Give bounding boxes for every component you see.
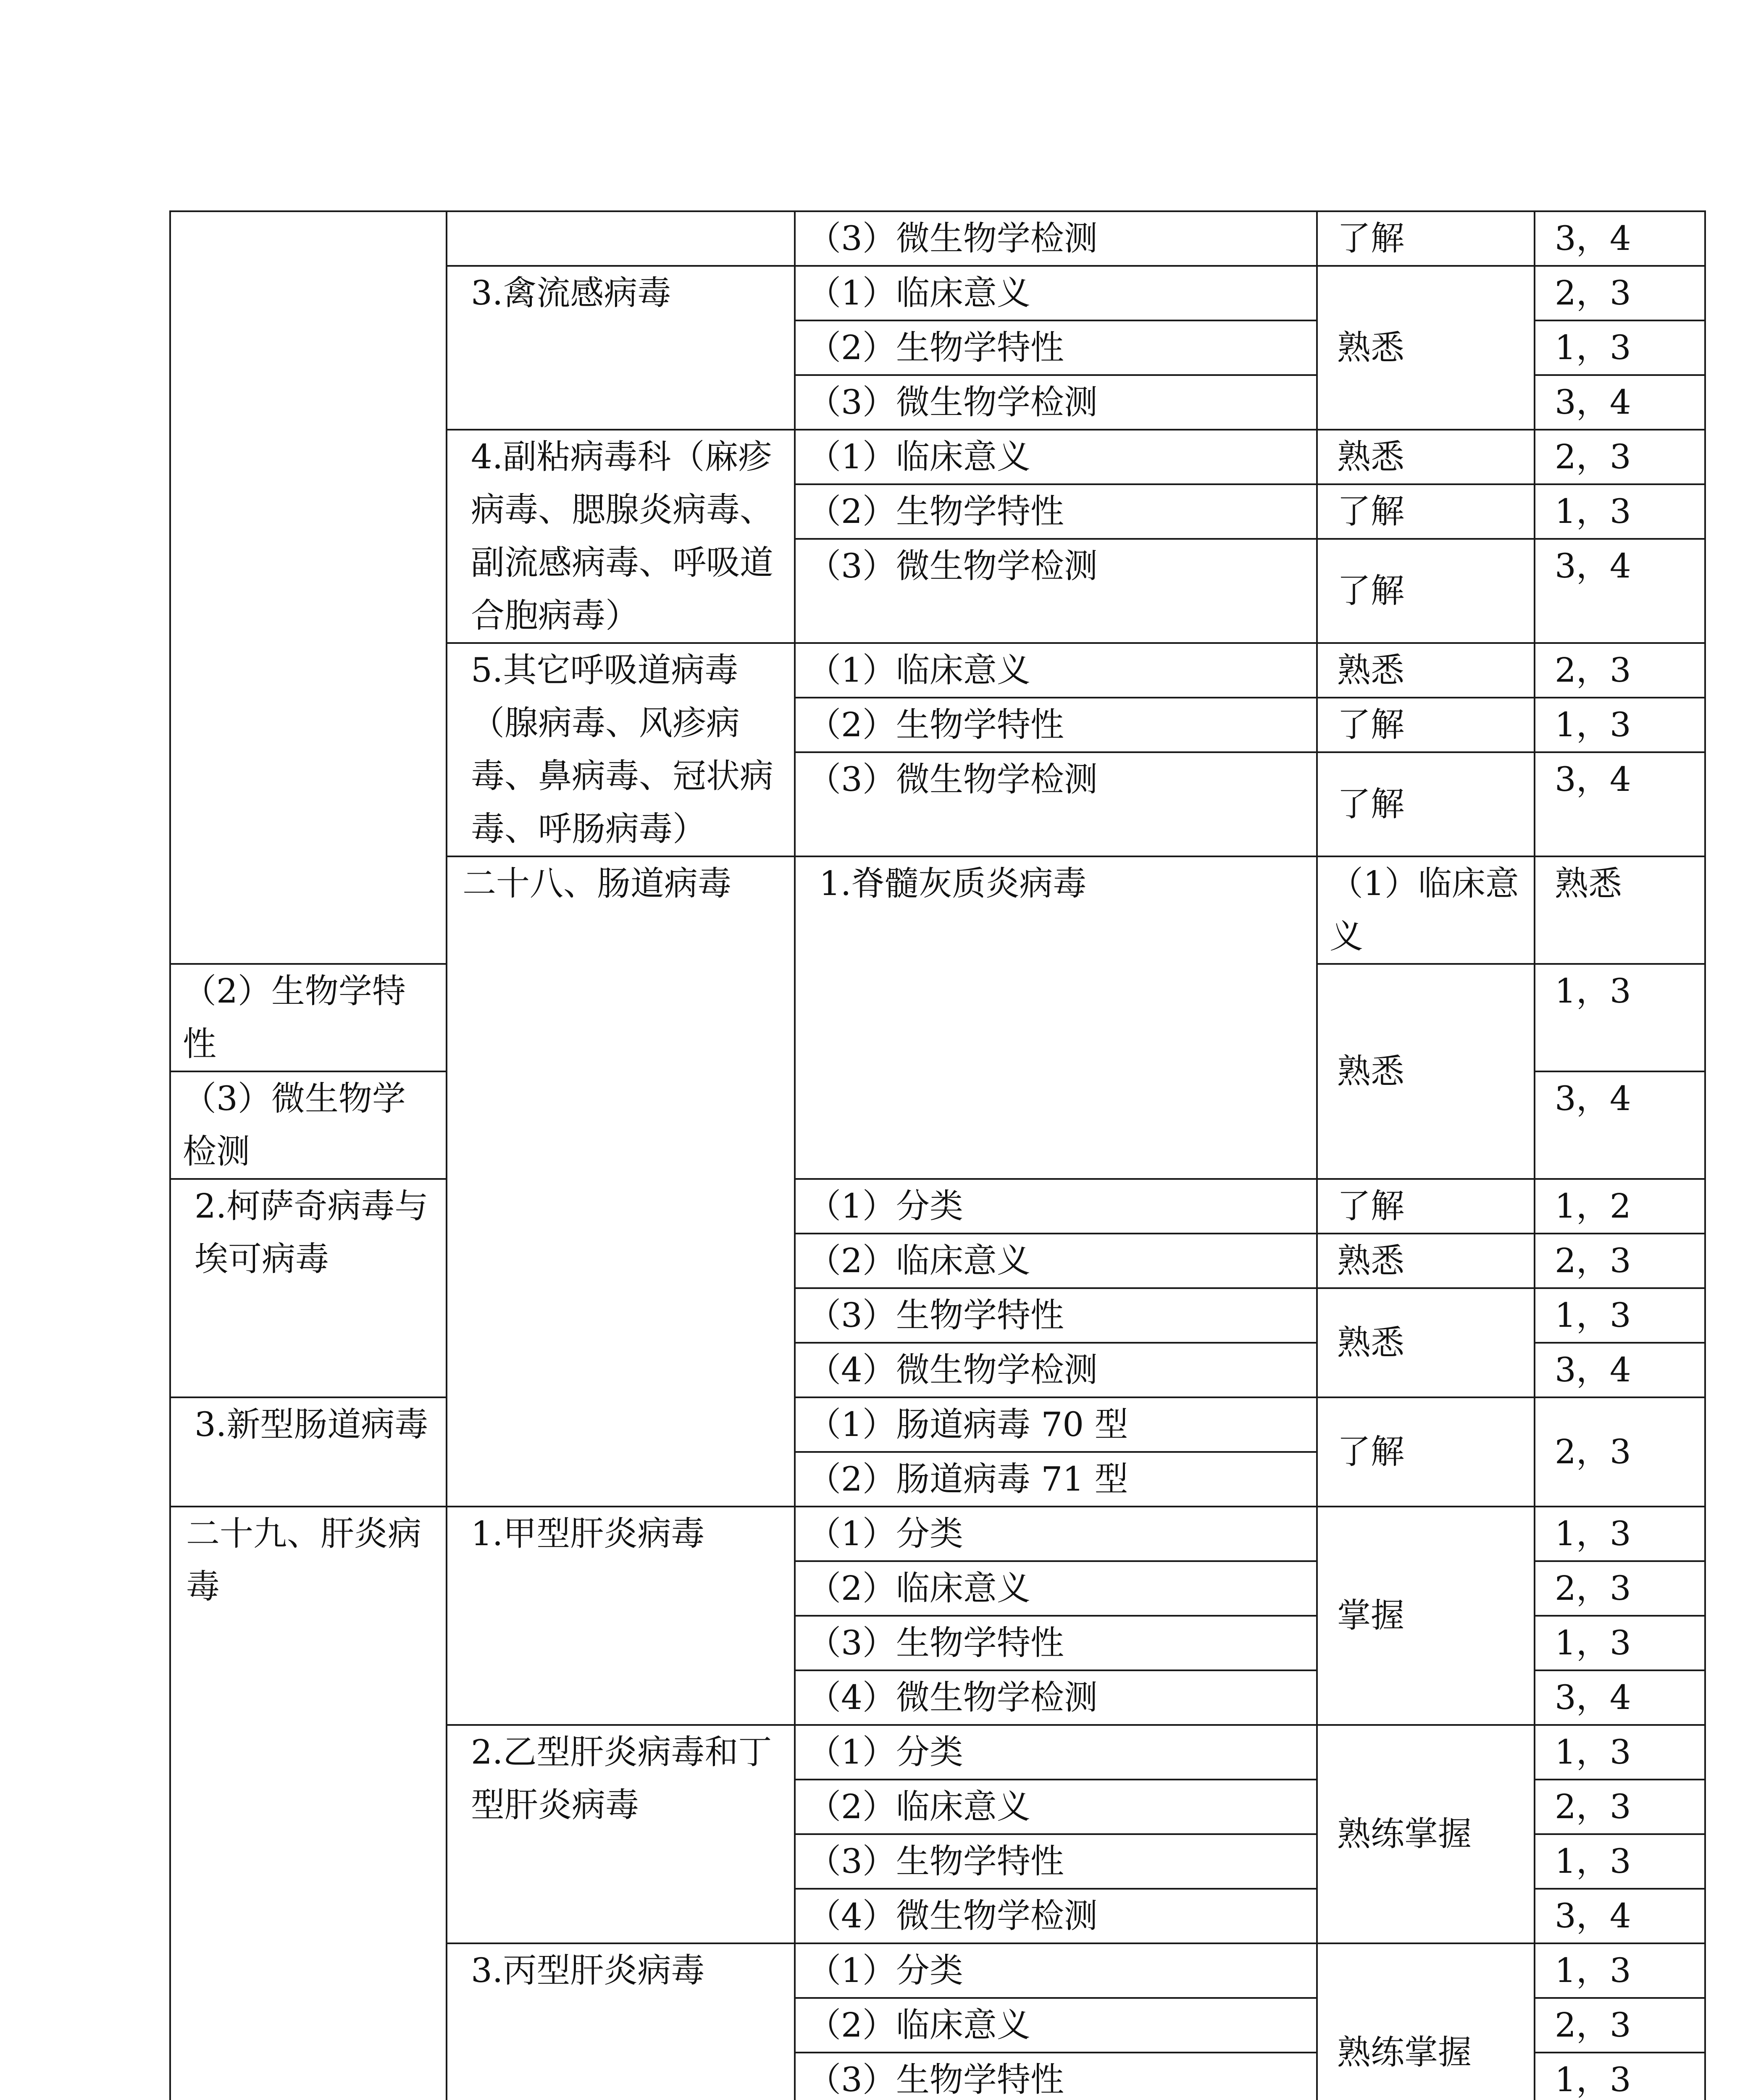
level-cell: 熟悉 <box>1535 856 1705 964</box>
level-cell: 了解 <box>1317 698 1535 752</box>
unit-cell: 3.禽流感病毒 <box>447 266 795 430</box>
content-cell: （3）微生物学检测 <box>795 539 1317 643</box>
chapter-cell: 二十八、肠道病毒 <box>447 856 795 1507</box>
cognitive-cell: 3，4 <box>1535 1071 1705 1179</box>
content-cell: （3）微生物学检测 <box>170 1071 447 1179</box>
cognitive-cell: 3，4 <box>1535 375 1705 430</box>
cognitive-cell: 1，3 <box>1535 484 1705 539</box>
unit-cell: 4.副粘病毒科（麻疹病毒、腮腺炎病毒、副流感病毒、呼吸道合胞病毒） <box>447 430 795 643</box>
level-cell: 熟悉 <box>1317 1234 1535 1288</box>
content-cell: （2）临床意义 <box>795 1998 1317 2053</box>
unit-cell: 2.柯萨奇病毒与埃可病毒 <box>170 1179 447 1397</box>
unit-cell: 1.脊髓灰质炎病毒 <box>795 856 1317 1179</box>
cognitive-cell: 3，4 <box>1535 539 1705 643</box>
level-cell: 了解 <box>1317 1179 1535 1234</box>
level-cell: 熟练掌握 <box>1317 1725 1535 1943</box>
content-cell: （4）微生物学检测 <box>795 1343 1317 1397</box>
content-cell: （3）微生物学检测 <box>795 375 1317 430</box>
level-cell: 了解 <box>1317 1397 1535 1507</box>
cognitive-cell: 2，3 <box>1535 1397 1705 1507</box>
level-cell: 熟练掌握 <box>1317 1943 1535 2100</box>
content-cell: （2）临床意义 <box>795 1234 1317 1288</box>
cognitive-cell: 1，3 <box>1535 2053 1705 2100</box>
cognitive-cell: 1，3 <box>1535 964 1705 1071</box>
chapter-cell <box>170 211 447 964</box>
content-cell: （1）分类 <box>795 1725 1317 1780</box>
content-cell: （1）肠道病毒 70 型 <box>795 1397 1317 1452</box>
content-cell: （1）临床意义 <box>795 643 1317 698</box>
unit-cell: 2.乙型肝炎病毒和丁型肝炎病毒 <box>447 1725 795 1943</box>
content-cell: （1）分类 <box>795 1179 1317 1234</box>
cognitive-cell: 3，4 <box>1535 1889 1705 1943</box>
table-body <box>170 211 1705 2100</box>
content-cell: （3）生物学特性 <box>795 1288 1317 1343</box>
content-cell: （2）生物学特性 <box>795 320 1317 375</box>
content-cell: （2）临床意义 <box>795 1561 1317 1616</box>
cognitive-cell: 2，3 <box>1535 266 1705 320</box>
level-cell: 熟悉 <box>1317 964 1535 1179</box>
cognitive-cell: 2，3 <box>1535 430 1705 484</box>
content-cell: （1）分类 <box>795 1507 1317 1561</box>
level-cell: 熟悉 <box>1317 1288 1535 1397</box>
level-cell: 了解 <box>1317 752 1535 856</box>
unit-cell: 5.其它呼吸道病毒（腺病毒、风疹病毒、鼻病毒、冠状病毒、呼肠病毒） <box>447 643 795 856</box>
cognitive-cell: 3，4 <box>1535 211 1705 266</box>
content-cell: （2）临床意义 <box>795 1780 1317 1834</box>
cognitive-cell: 3，4 <box>1535 1670 1705 1725</box>
content-cell: （3）生物学特性 <box>795 1834 1317 1889</box>
content-cell: （3）微生物学检测 <box>795 752 1317 856</box>
level-cell: 熟悉 <box>1317 643 1535 698</box>
cognitive-cell: 1，3 <box>1535 698 1705 752</box>
content-cell: （1）分类 <box>795 1943 1317 1998</box>
content-cell: （2）生物学特性 <box>170 964 447 1071</box>
cognitive-cell: 1，3 <box>1535 1507 1705 1561</box>
cognitive-cell: 1，3 <box>1535 1834 1705 1889</box>
cognitive-cell: 1，3 <box>1535 1943 1705 1998</box>
level-cell: 掌握 <box>1317 1507 1535 1725</box>
level-cell: 了解 <box>1317 211 1535 266</box>
cognitive-cell: 1，3 <box>1535 1288 1705 1343</box>
content-cell: （2）生物学特性 <box>795 484 1317 539</box>
content-cell: （1）临床意义 <box>795 266 1317 320</box>
cognitive-cell: 1，3 <box>1535 1725 1705 1780</box>
cognitive-cell: 3，4 <box>1535 752 1705 856</box>
content-cell: （1）临床意义 <box>795 430 1317 484</box>
content-cell: （4）微生物学检测 <box>795 1670 1317 1725</box>
content-cell: （4）微生物学检测 <box>795 1889 1317 1943</box>
unit-cell <box>447 211 795 266</box>
content-cell: （2）肠道病毒 71 型 <box>795 1452 1317 1507</box>
unit-cell: 3.丙型肝炎病毒 <box>447 1943 795 2100</box>
cognitive-cell: 2，3 <box>1535 1780 1705 1834</box>
unit-cell: 1.甲型肝炎病毒 <box>447 1507 795 1725</box>
cognitive-cell: 1，3 <box>1535 1616 1705 1670</box>
chapter-cell: 二十九、肝炎病毒 <box>170 1507 447 2100</box>
level-cell: 熟悉 <box>1317 266 1535 430</box>
cognitive-cell: 1，2 <box>1535 1179 1705 1234</box>
level-cell: 熟悉 <box>1317 430 1535 484</box>
cognitive-cell: 2，3 <box>1535 1998 1705 2053</box>
syllabus-table <box>169 210 1706 2100</box>
level-cell: 了解 <box>1317 484 1535 539</box>
cognitive-cell: 2，3 <box>1535 1234 1705 1288</box>
level-cell: 了解 <box>1317 539 1535 643</box>
content-cell: （3）生物学特性 <box>795 2053 1317 2100</box>
content-cell: （3）微生物学检测 <box>795 211 1317 266</box>
cognitive-cell: 2，3 <box>1535 643 1705 698</box>
content-cell: （2）生物学特性 <box>795 698 1317 752</box>
cognitive-cell: 3，4 <box>1535 1343 1705 1397</box>
cognitive-cell: 2，3 <box>1535 1561 1705 1616</box>
cognitive-cell: 1，3 <box>1535 320 1705 375</box>
content-cell: （1）临床意义 <box>1317 856 1535 964</box>
unit-cell: 3.新型肠道病毒 <box>170 1397 447 1507</box>
content-cell: （3）生物学特性 <box>795 1616 1317 1670</box>
